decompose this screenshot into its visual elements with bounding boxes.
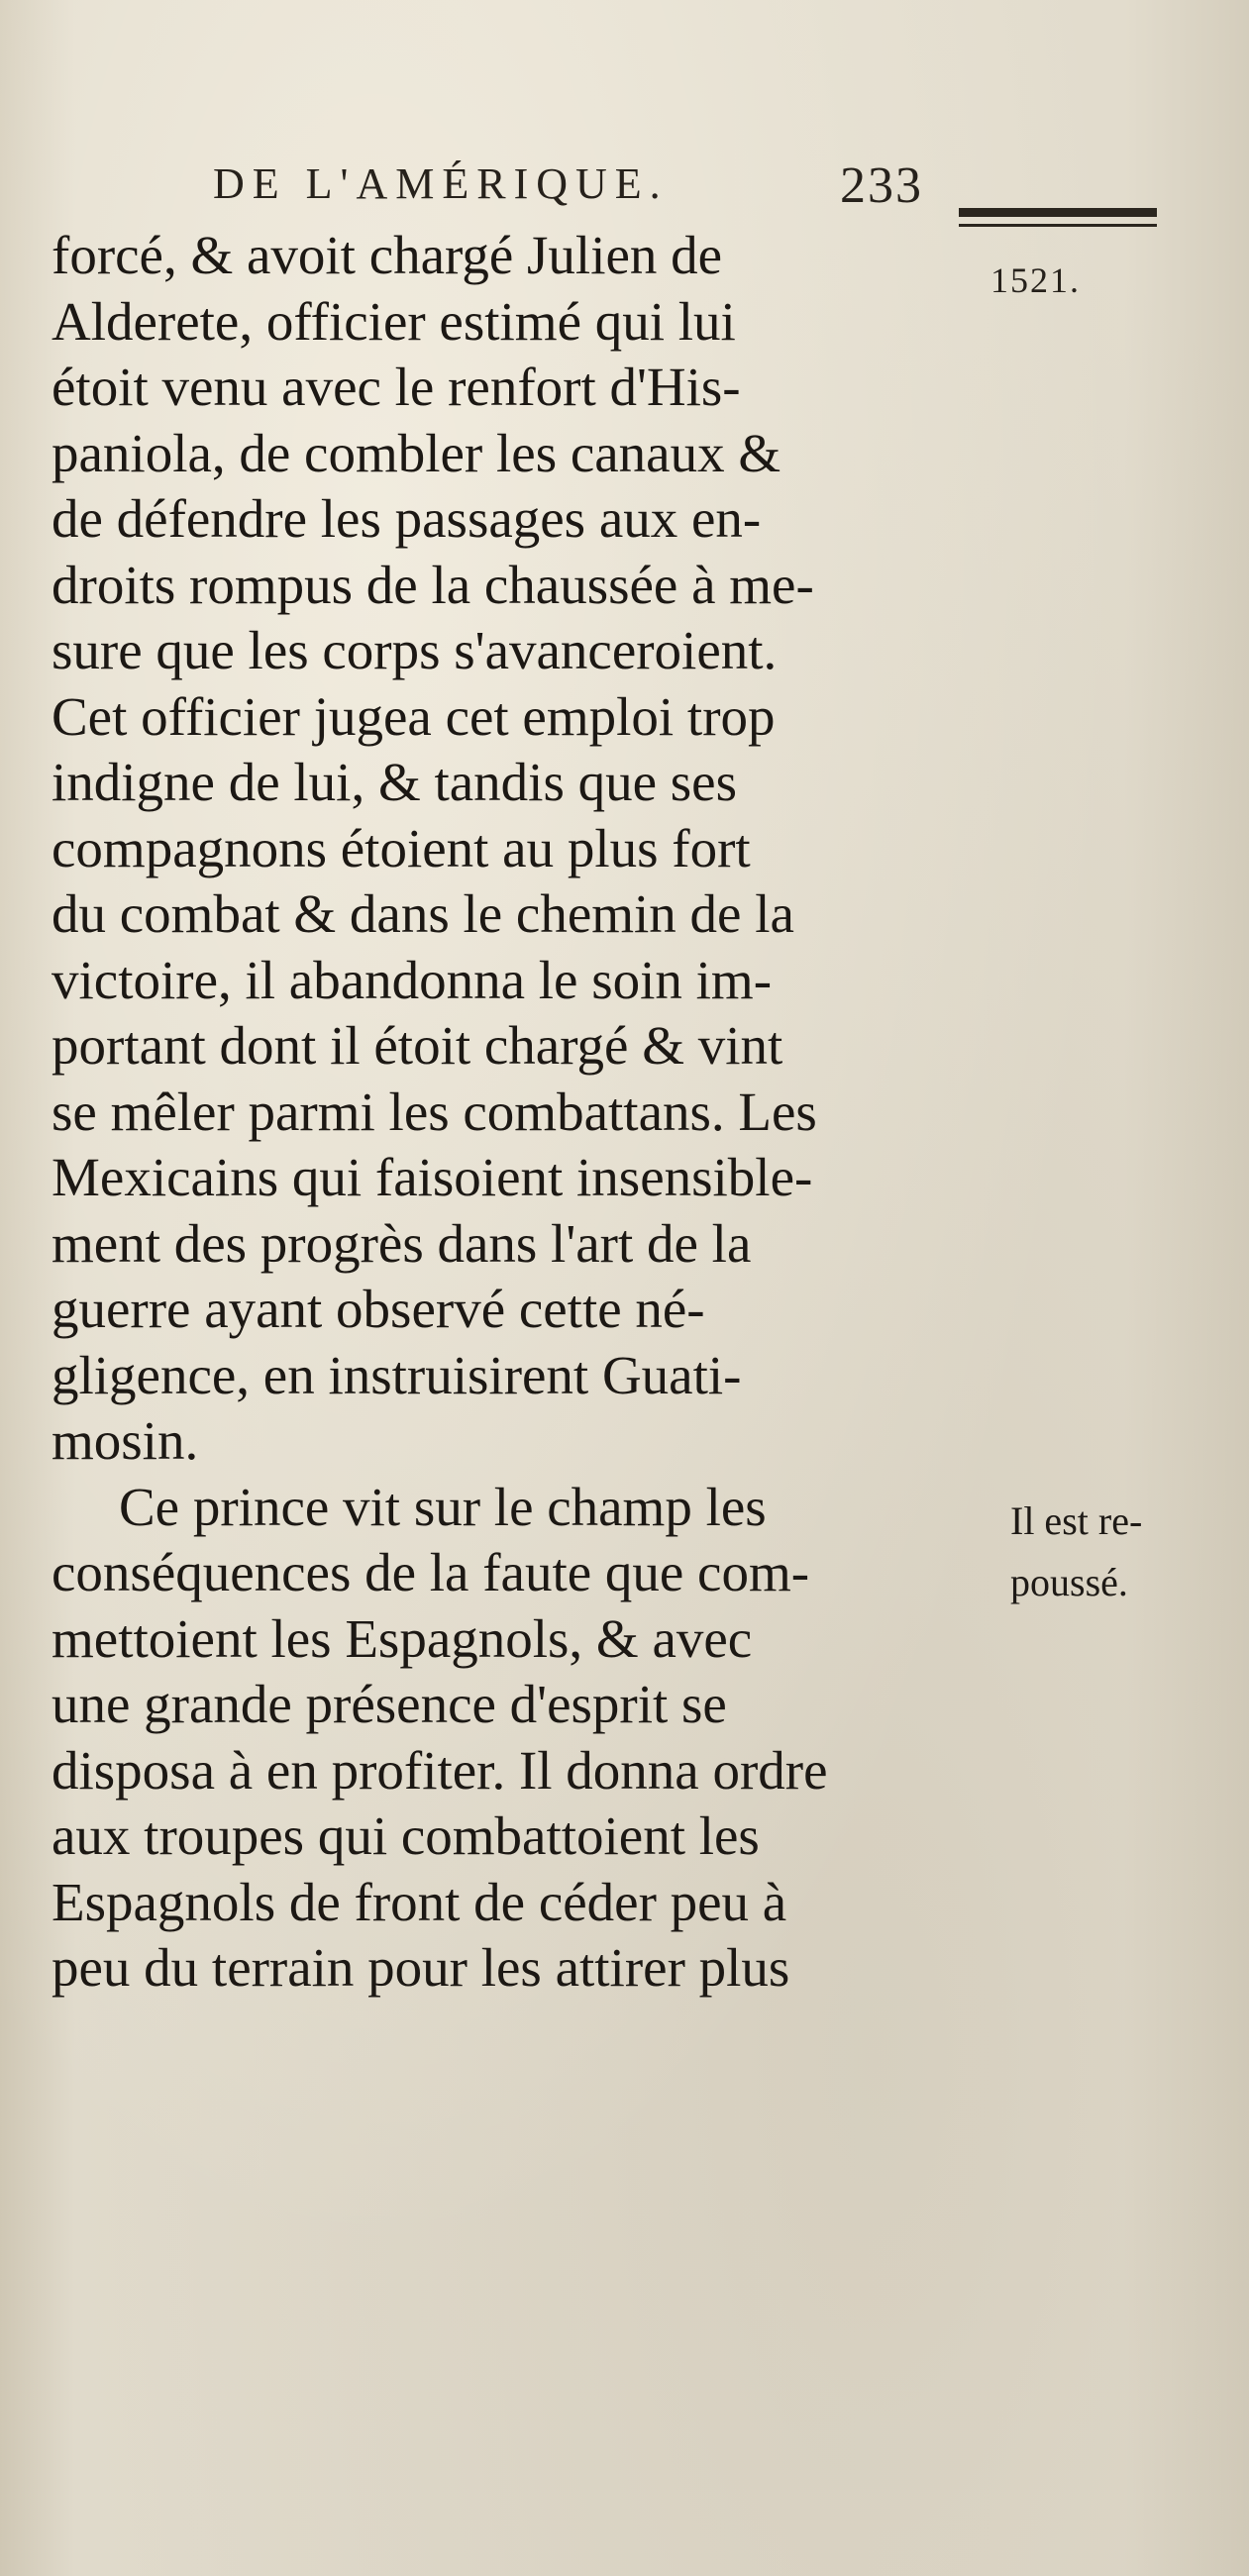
paragraph-2 [52, 1475, 963, 2002]
text-line: portant dont il étoit chargé & vint [52, 1015, 783, 1076]
margin-note-line: Il est re- [1010, 1498, 1143, 1543]
text-line: gligence, en instruisirent Guati- [52, 1344, 742, 1405]
text-line: droits rompus de la chaussée à me- [52, 554, 814, 615]
running-title: DE L'AMÉRIQUE. [213, 159, 669, 208]
text-line: conséquences de la faute que com- [52, 1542, 810, 1602]
text-line: sure que les corps s'avanceroient. [52, 620, 778, 680]
header-rule-thin [959, 224, 1157, 227]
margin-note [1010, 1491, 1218, 1613]
text-line: disposa à en profiter. Il donna ordre [52, 1739, 828, 1801]
text-line: Mexicains qui faisoient insensible- [52, 1147, 813, 1207]
text-line: aux troupes qui combattoient les [52, 1805, 760, 1866]
text-line: compagnons étoient au plus fort [52, 817, 751, 878]
text-line: victoire, il abandonna le soin im- [52, 949, 773, 1010]
text-line: ment des progrès dans l'art de la [52, 1212, 752, 1274]
header-rule-thick [959, 208, 1157, 217]
text-line: guerre ayant observé cette né- [52, 1279, 705, 1339]
text-line: une grande présence d'esprit se [52, 1674, 727, 1734]
text-line: du combat & dans le chemin de la [52, 883, 794, 944]
text-line: mettoient les Espagnols, & avec [52, 1607, 753, 1669]
text-line: étoit venu avec le renfort d'His- [52, 357, 741, 417]
text-line: Alderete, officier estimé qui lui [52, 290, 736, 352]
text-line: forcé, & avoit chargé Julien de [52, 225, 723, 285]
text-line: indigne de lui, & tandis que ses [52, 752, 737, 812]
text-line: se mêler parmi les combattans. Les [52, 1081, 817, 1142]
page-number: 233 [840, 157, 923, 214]
text-line: paniola, de combler les canaux & [52, 422, 781, 483]
margin-year: 1521. [990, 260, 1081, 300]
paragraph-1 [52, 223, 963, 1475]
text-line: Ce prince vit sur le champ les [119, 1476, 767, 1537]
text-line: peu du terrain pour les attirer plus [52, 1937, 790, 1998]
text-line: de défendre les passages aux en- [52, 488, 762, 549]
body-text [52, 223, 963, 2002]
text-line: mosin. [52, 1410, 199, 1471]
text-line: Espagnols de front de céder peu à [52, 1871, 787, 1932]
margin-note-line: poussé. [1010, 1560, 1128, 1604]
text-line: Cet officier jugea cet emploi trop [52, 685, 776, 747]
